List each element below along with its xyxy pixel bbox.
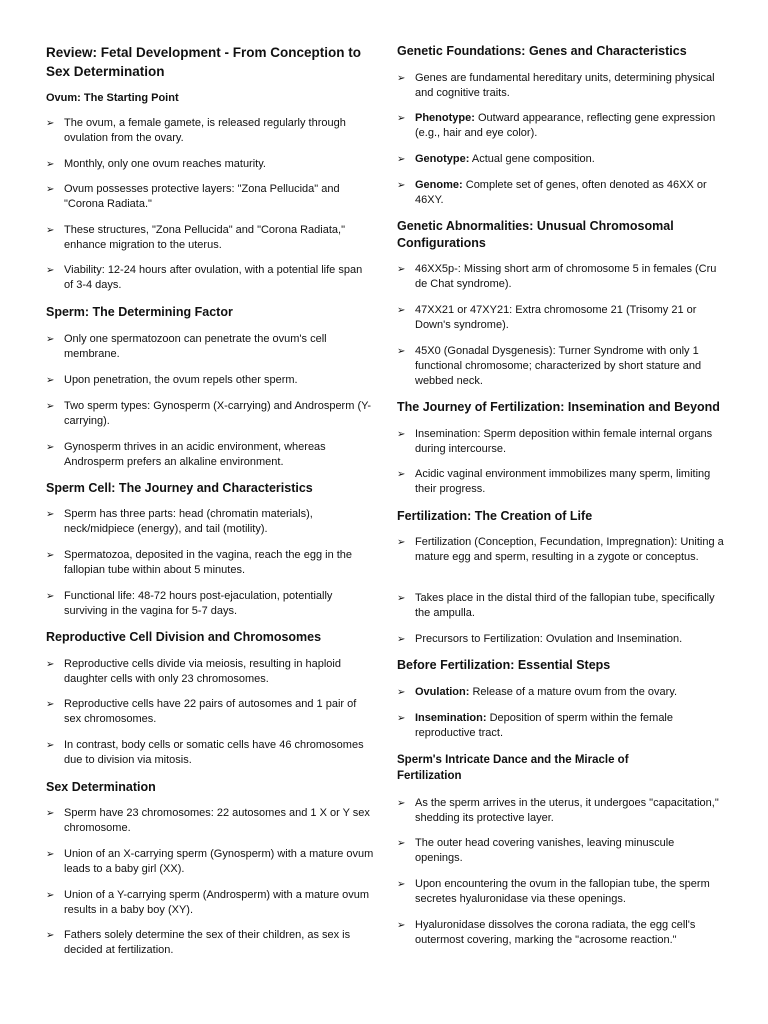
list-item: ➢ Insemination: Sperm deposition within female internal organs during intercourse.	[397, 428, 713, 455]
bullet-arrow-icon: ➢	[46, 699, 55, 710]
bullet-arrow-icon: ➢	[397, 346, 406, 357]
list-item: ➢ These structures, "Zona Pellucida" and "Corona Radiata," enhance migration to the uterus.	[46, 224, 345, 251]
bullet-arrow-icon: ➢	[397, 429, 406, 440]
list-item: ➢ Viability: 12-24 hours after ovulation, with a potential life span of 3-4 days.	[46, 264, 363, 291]
list-item: ➢ The ovum, a female gamete, is released regularly through ovulation from the ovary.	[46, 117, 346, 144]
bullet-arrow-icon: ➢	[46, 550, 55, 561]
bullet-arrow-icon: ➢	[397, 593, 406, 604]
list-item: ➢ Union of an X-carrying sperm (Gynosperm) with a mature ovum leads to a baby girl (XX).	[46, 848, 374, 875]
list-item: ➢ Functional life: 48-72 hours post-ejaculation, potentially surviving in the vagina for 5-7 days.	[46, 590, 333, 617]
section-heading-before-fertilization: Before Fertilization: Essential Steps	[397, 658, 611, 672]
section-heading-sperm-cell: Sperm Cell: The Journey and Characteristics	[46, 481, 313, 495]
section-heading-genetic-abnormalities: Genetic Abnormalities: Unusual Chromosomal Configurations	[397, 219, 674, 250]
bullet-arrow-icon: ➢	[397, 264, 406, 275]
bullet-arrow-icon: ➢	[46, 118, 55, 129]
list-item: ➢ Sperm has three parts: head (chromatin materials), neck/midpiece (energy), and tail (motility).	[46, 508, 313, 535]
bullet-arrow-icon: ➢	[397, 73, 406, 84]
list-item: ➢ Union of a Y-carrying sperm (Androsperm) with a mature ovum results in a baby boy (XY).	[46, 889, 370, 916]
list-item: ➢ Precursors to Fertilization: Ovulation and Insemination.	[397, 633, 683, 645]
document-title: Review: Fetal Development - From Conception to Sex Determination	[46, 45, 362, 79]
bullet-arrow-icon: ➢	[397, 798, 406, 809]
list-item: ➢ The outer head covering vanishes, leaving minuscule openings.	[397, 837, 675, 864]
section-heading-sex-determination: Sex Determination	[46, 780, 156, 794]
list-item: ➢ Two sperm types: Gynosperm (X-carrying) and Androsperm (Y-carrying).	[46, 400, 372, 427]
list-item: ➢ Hyaluronidase dissolves the corona radiata, the egg cell's outermost covering, marking the "acrosome reaction."	[397, 919, 696, 946]
bullet-arrow-icon: ➢	[397, 180, 406, 191]
list-item: ➢ Ovulation: Release of a mature ovum from the ovary.	[397, 686, 678, 698]
bullet-arrow-icon: ➢	[397, 838, 406, 849]
list-item: ➢ Genotype: Actual gene composition.	[397, 153, 595, 165]
list-item: ➢ 45X0 (Gonadal Dysgenesis): Turner Syndrome with only 1 functional chromosome; characterized by short stature and webbed neck.	[397, 345, 702, 387]
bullet-arrow-icon: ➢	[397, 634, 406, 645]
bullet-arrow-icon: ➢	[397, 113, 406, 124]
list-item: ➢ Only one spermatozoon can penetrate the ovum's cell membrane.	[46, 333, 327, 360]
bullet-arrow-icon: ➢	[46, 740, 55, 751]
list-item: ➢ Upon penetration, the ovum repels other sperm.	[46, 374, 298, 386]
bullet-arrow-icon: ➢	[46, 659, 55, 670]
list-item: ➢ Genome: Complete set of genes, often denoted as 46XX or 46XY.	[397, 179, 707, 206]
list-item: ➢ Reproductive cells divide via meiosis, resulting in haploid daughter cells with only 23 chromosomes.	[46, 658, 341, 685]
list-item: ➢ Acidic vaginal environment immobilizes many sperm, limiting their progress.	[397, 468, 711, 495]
list-item: ➢ Sperm have 23 chromosomes: 22 autosomes and 1 X or Y sex chromosome.	[46, 807, 370, 834]
section-heading-journey: The Journey of Fertilization: Insemination and Beyond	[397, 400, 720, 414]
list-item: ➢ 47XX21 or 47XY21: Extra chromosome 21 (Trisomy 21 or Down's syndrome).	[397, 304, 697, 331]
bullet-arrow-icon: ➢	[46, 849, 55, 860]
bullet-arrow-icon: ➢	[397, 879, 406, 890]
bullet-arrow-icon: ➢	[397, 154, 406, 165]
bullet-arrow-icon: ➢	[397, 305, 406, 316]
list-item: ➢ Fertilization (Conception, Fecundation, Impregnation): Uniting a mature egg and sperm, resulting in a zygote or conceptus.	[397, 536, 724, 563]
section-heading-genetic-foundations: Genetic Foundations: Genes and Characteristics	[397, 44, 687, 58]
bullet-arrow-icon: ➢	[397, 920, 406, 931]
list-item: ➢ 46XX5p-: Missing short arm of chromosome 5 in females (Cru de Chat syndrome).	[397, 263, 717, 290]
list-item: ➢ Gynosperm thrives in an acidic environment, whereas Androsperm prefers an alkaline environment.	[46, 441, 326, 468]
bullet-arrow-icon: ➢	[46, 159, 55, 170]
bullet-arrow-icon: ➢	[46, 184, 55, 195]
list-item: ➢ Genes are fundamental hereditary units, determining physical and cognitive traits.	[397, 72, 715, 99]
list-item: ➢ Spermatozoa, deposited in the vagina, reach the egg in the fallopian tube within about 5 minutes.	[46, 549, 353, 576]
section-heading-fertilization: Fertilization: The Creation of Life	[397, 509, 593, 523]
bullet-arrow-icon: ➢	[397, 469, 406, 480]
section-heading-sperm-dance: Sperm's Intricate Dance and the Miracle of Fertilization	[397, 754, 629, 782]
bullet-arrow-icon: ➢	[46, 334, 55, 345]
list-item: ➢ Ovum possesses protective layers: "Zona Pellucida" and "Corona Radiata."	[46, 183, 340, 210]
list-item: ➢ Insemination: Deposition of sperm within the female reproductive tract.	[397, 712, 673, 739]
list-item: ➢ In contrast, body cells or somatic cells have 46 chromosomes due to division via mitosis.	[46, 739, 364, 766]
bullet-arrow-icon: ➢	[46, 890, 55, 901]
list-item: ➢ Reproductive cells have 22 pairs of autosomes and 1 pair of sex chromosomes.	[46, 698, 357, 725]
list-item: ➢ Takes place in the distal third of the fallopian tube, specifically the ampulla.	[397, 592, 715, 619]
bullet-arrow-icon: ➢	[46, 591, 55, 602]
bullet-arrow-icon: ➢	[46, 442, 55, 453]
bullet-arrow-icon: ➢	[46, 930, 55, 941]
bullet-arrow-icon: ➢	[46, 808, 55, 819]
section-heading-ovum: Ovum: The Starting Point	[46, 92, 179, 104]
bullet-arrow-icon: ➢	[46, 401, 55, 412]
bullet-arrow-icon: ➢	[46, 225, 55, 236]
section-heading-sperm: Sperm: The Determining Factor	[46, 305, 233, 319]
list-item: ➢ As the sperm arrives in the uterus, it undergoes "capacitation," shedding its protective layer.	[397, 797, 719, 824]
bullet-arrow-icon: ➢	[397, 687, 406, 698]
bullet-arrow-icon: ➢	[46, 509, 55, 520]
list-item: ➢ Phenotype: Outward appearance, reflecting gene expression (e.g., hair and eye color).	[397, 112, 716, 139]
section-heading-reproductive: Reproductive Cell Division and Chromosomes	[46, 630, 322, 644]
list-item: ➢ Upon encountering the ovum in the fallopian tube, the sperm secretes hyaluronidase via these openings.	[397, 878, 710, 905]
bullet-arrow-icon: ➢	[46, 375, 55, 386]
bullet-arrow-icon: ➢	[46, 265, 55, 276]
bullet-arrow-icon: ➢	[397, 713, 406, 724]
bullet-arrow-icon: ➢	[397, 537, 406, 548]
list-item: ➢ Monthly, only one ovum reaches maturity.	[46, 158, 266, 170]
list-item: ➢ Fathers solely determine the sex of their children, as sex is decided at fertilization.	[46, 929, 351, 956]
